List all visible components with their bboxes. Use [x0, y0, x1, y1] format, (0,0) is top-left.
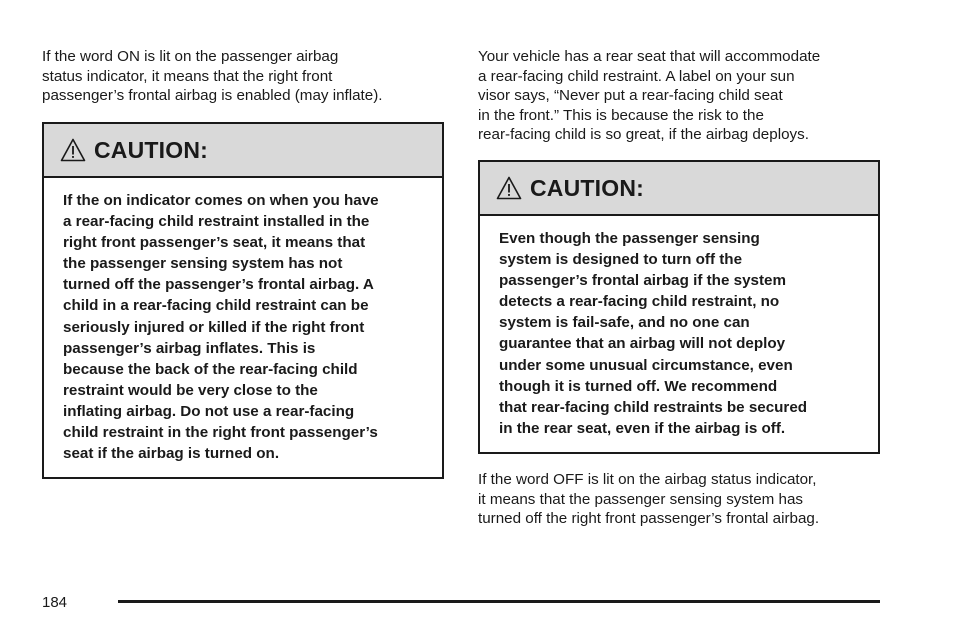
caution-title: CAUTION: [94, 136, 209, 163]
text-line: in the rear seat, even if the airbag is off. [499, 419, 786, 437]
text-line: inflating airbag. Do not use a rear-facing [63, 402, 355, 420]
text-line: under some unusual circumstance, even [499, 356, 793, 374]
text-line: system is fail-safe, and no one can [499, 314, 750, 332]
text-line: right front passenger’s seat, it means that [63, 234, 366, 252]
text-line: status indicator, it means that the right front [42, 67, 333, 85]
text-line: detects a rear-facing child restraint, no [499, 293, 780, 311]
text-line: If the on indicator comes on when you have [63, 192, 379, 209]
text-line: If the word OFF is lit on the airbag status indicator, [478, 471, 817, 488]
text-line: because the back of the rear-facing child [63, 360, 358, 378]
text-line: it means that the passenger sensing system has [478, 490, 804, 508]
text-line: If the word ON is lit on the passenger airbag [42, 48, 339, 65]
warning-triangle-icon [60, 138, 86, 162]
text-line: passenger’s airbag inflates. This is [63, 339, 316, 357]
text-line: in the front.” This is because the risk to the [478, 106, 764, 124]
caution-text [480, 216, 878, 453]
caution-header [44, 124, 442, 178]
text-line: that rear-facing child restraints be secured [499, 398, 808, 416]
text-line: Even though the passenger sensing [499, 230, 760, 247]
text-line: restraint would be very close to the [63, 381, 318, 399]
text-line: child restraint in the right front passenger’s [63, 424, 378, 442]
text-line: rear-facing child is so great, if the airbag deploys. [478, 126, 809, 144]
caution-box-left [42, 122, 444, 479]
text-line: though it is turned off. We recommend [499, 377, 778, 395]
text-line: seat if the airbag is turned on. [63, 445, 280, 463]
caution-text [44, 178, 442, 478]
page-number: 184 [42, 594, 68, 611]
right-column [478, 47, 880, 145]
text-line: visor says, “Never put a rear-facing child seat [478, 87, 783, 105]
warning-triangle-icon [496, 176, 522, 200]
caution-header [480, 162, 878, 216]
text-line: a rear-facing child restraint installed in the [63, 213, 370, 231]
left-column [42, 47, 444, 106]
text-line: passenger’s frontal airbag if the system [499, 272, 786, 290]
intro-paragraph-left [42, 47, 444, 106]
outro-paragraph-right [478, 470, 888, 529]
caution-title: CAUTION: [530, 174, 645, 201]
text-line: turned off the right front passenger’s frontal airbag. [478, 510, 820, 528]
text-line: turned off the passenger’s frontal airbag. A [63, 276, 374, 294]
text-line: system is designed to turn off the [499, 251, 743, 269]
text-line: a rear-facing child restraint. A label on your sun [478, 67, 795, 85]
text-line: guarantee that an airbag will not deploy [499, 335, 786, 353]
text-line: Your vehicle has a rear seat that will accommodate [478, 48, 821, 65]
footer-rule [118, 600, 880, 603]
text-line: passenger’s frontal airbag is enabled (may inflate). [42, 87, 383, 105]
intro-paragraph-right [478, 47, 880, 145]
text-line: the passenger sensing system has not [63, 255, 343, 273]
caution-box-right [478, 160, 880, 454]
text-line: child in a rear-facing child restraint can be [63, 297, 369, 315]
text-line: seriously injured or killed if the right front [63, 318, 365, 336]
